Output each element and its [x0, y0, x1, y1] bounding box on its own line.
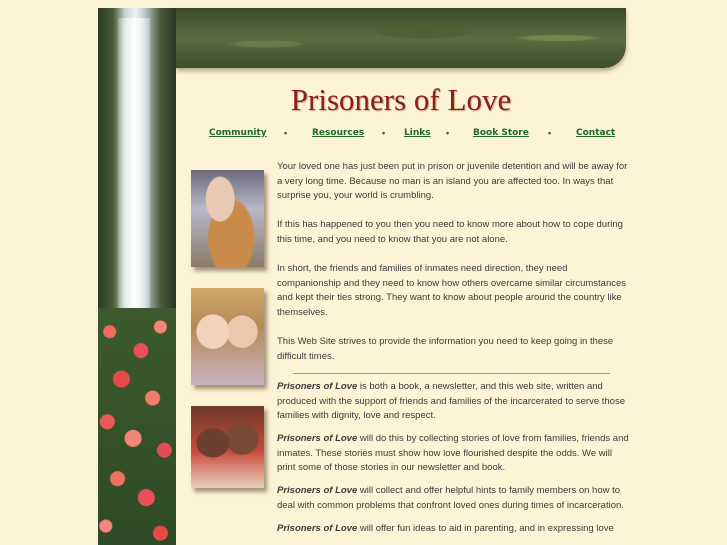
- divider: [293, 373, 610, 374]
- stories-paragraph: Prisoners of Love will do this by collecting stories of love from families, friends and inmates. These stories must show how love flourished despite the odds. We will print some of those stories in our newsletter and book.: [277, 433, 629, 474]
- two-children-photo: [191, 288, 264, 385]
- nav-separator: •: [284, 128, 288, 138]
- main-content: [277, 160, 629, 545]
- site-title: Prisoners of Love: [290, 82, 512, 117]
- nav-separator: •: [382, 128, 386, 138]
- intro-paragraph: Your loved one has just been put in prison or juvenile detention and will be away for a very long time. Because no man is an island you are affected too. In ways that surprise you, your world is crumbling.: [277, 161, 628, 202]
- direction-paragraph: In short, the friends and families of inmates need direction, they need companionship and they need to know how others overcame similar circumstances and kept their ties strong. They want to know about people around the country like themselves.: [277, 263, 627, 318]
- mission-paragraph: Prisoners of Love is both a book, a newsletter, and this web site, written and produced with the support of friends and families of the incarcerated to serve those families with dignity, love and respect.: [277, 380, 626, 422]
- brand-name: Prisoners of Love: [277, 380, 358, 392]
- nav-separator: •: [446, 128, 450, 138]
- nav-contact[interactable]: Contact: [576, 128, 616, 138]
- flowers-image: [98, 308, 176, 545]
- cope-paragraph: If this has happened to you then you need to know more about how to cope during this time, and you need to know that you are not alone.: [277, 219, 623, 245]
- father-and-child-photo: [191, 406, 264, 488]
- girl-with-dog-photo: [191, 170, 264, 267]
- purpose-paragraph: This Web Site strives to provide the information you need to keep going in these difficult times.: [277, 336, 614, 362]
- brand-name: Prisoners of Love: [277, 485, 358, 497]
- parenting-paragraph: Prisoners of Love will offer fun ideas to aid in parenting, and in expressing love: [277, 523, 614, 535]
- waterfall-image: [98, 8, 176, 545]
- nav-resources[interactable]: Resources: [312, 128, 365, 138]
- nav-links[interactable]: Links: [404, 128, 431, 138]
- waterfall-water: [118, 18, 150, 318]
- hints-paragraph: Prisoners of Love will collect and offer helpful hints to family members on how to deal with common problems that confront loved ones during times of incarceration.: [277, 485, 624, 512]
- nav-separator: •: [548, 128, 552, 138]
- nav-book-store[interactable]: Book Store: [473, 128, 529, 138]
- main-nav: [206, 128, 618, 142]
- nav-community[interactable]: Community: [209, 128, 267, 138]
- forest-banner-image: [176, 8, 626, 68]
- brand-name: Prisoners of Love: [277, 523, 358, 535]
- brand-name: Prisoners of Love: [277, 433, 358, 445]
